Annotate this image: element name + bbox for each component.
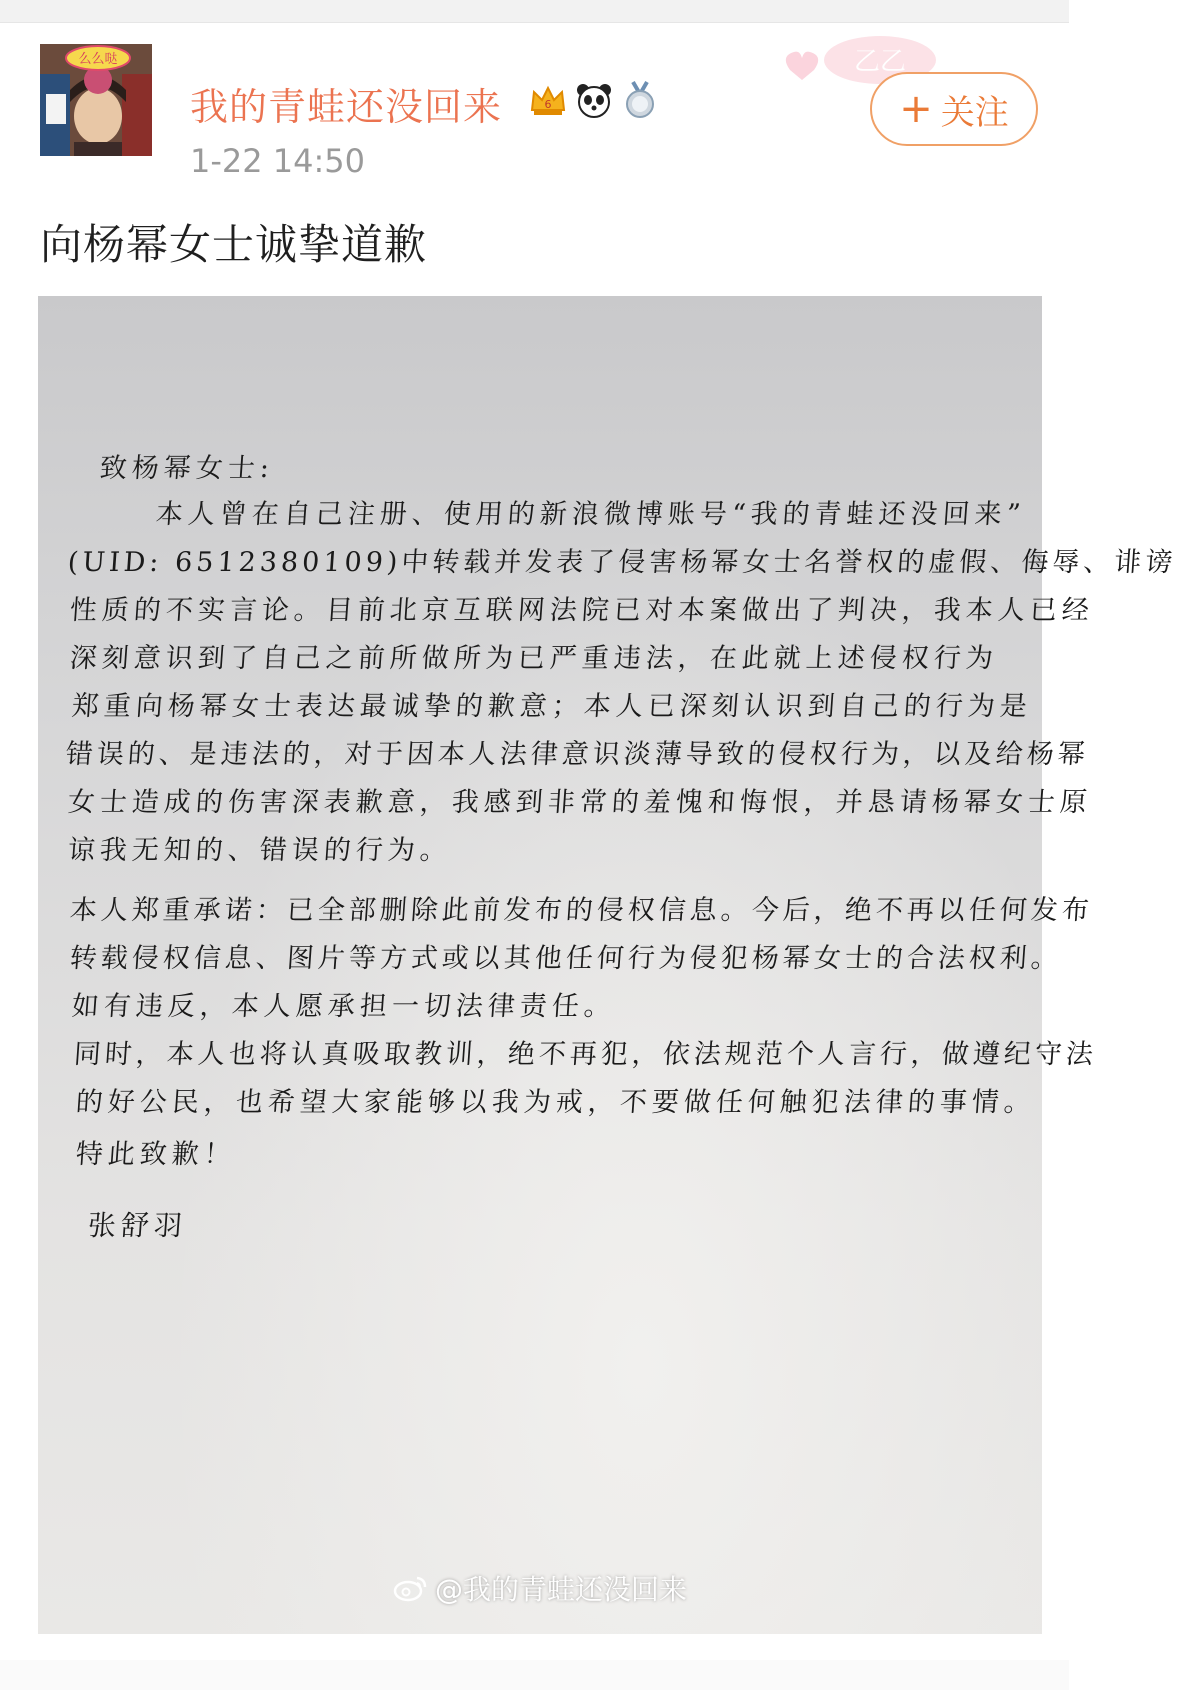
letter-greeting: 致杨幂女士: — [98, 453, 275, 484]
letter-line: 的好公民，也希望大家能够以我为戒，不要做任何触犯法律的事情。 — [74, 1087, 1037, 1118]
letter-line: 本人曾在自己注册、使用的新浪微博账号“我的青蛙还没回来” — [154, 499, 1027, 530]
follow-label: 关注 — [940, 92, 1009, 133]
post-timestamp: 1-22 14:50 — [190, 142, 366, 180]
deco-stamp-text: 乙乙 — [853, 47, 907, 77]
avatar[interactable] — [40, 44, 152, 156]
letter-line: 谅我无知的、错误的行为。 — [66, 835, 453, 866]
image-watermark — [38, 1568, 1042, 1608]
top-status-strip — [0, 0, 1069, 23]
svg-text:6: 6 — [544, 98, 552, 111]
letter-line: 特此致歉！ — [74, 1139, 237, 1170]
username-link[interactable]: 我的青蛙还没回来 — [190, 85, 503, 129]
bottom-edge — [0, 1660, 1069, 1690]
letter-line: (UID: 6512380109)中转载并发表了侵害杨幂女士名誉权的虚假、侮辱、诽谤 — [66, 547, 1178, 578]
post-text: 向杨幂女士诚挚道歉 — [40, 220, 428, 269]
letter-line: 本人郑重承诺：已全部删除此前发布的侵权信息。今后，绝不再以任何发布 — [68, 895, 1094, 926]
handwritten-letter — [38, 296, 1178, 1634]
letter-line: 性质的不实言论。目前北京互联网法院已对本案做出了判决，我本人已经 — [68, 595, 1095, 626]
weibo-logo-icon — [393, 1573, 429, 1603]
follow-button[interactable] — [870, 72, 1038, 146]
medal-badge-icon[interactable] — [620, 80, 660, 120]
crown-badge-icon[interactable] — [528, 80, 568, 120]
letter-line: 同时，本人也将认真吸取教训，绝不再犯，依法规范个人言行，做遵纪守法 — [72, 1039, 1098, 1070]
plus-icon: + — [899, 86, 933, 132]
post-image[interactable] — [38, 296, 1178, 1634]
badge-row — [528, 78, 660, 122]
letter-signature: 张舒羽 — [86, 1209, 189, 1242]
watermark-text: @我的青蛙还没回来 — [434, 1573, 687, 1606]
letter-line: 如有违反，本人愿承担一切法律责任。 — [70, 991, 617, 1022]
letter-line: 深刻意识到了自己之前所做所为已严重违法，在此就上述侵权行为 — [68, 643, 999, 674]
panda-badge-icon[interactable] — [574, 80, 614, 120]
avatar-sticker-text: 么么哒 — [78, 52, 118, 67]
letter-line: 错误的、是违法的，对于因本人法律意识淡薄导致的侵权行为，以及给杨幂 — [64, 739, 1090, 770]
letter-line: 郑重向杨幂女士表达最诚挚的歉意；本人已深刻认识到自己的行为是 — [70, 691, 1033, 722]
letter-line: 女士造成的伤害深表歉意，我感到非常的羞愧和悔恨，并恳请杨幂女士原 — [66, 787, 1093, 818]
letter-line: 转载侵权信息、图片等方式或以其他任何行为侵犯杨幂女士的合法权利。 — [68, 943, 1063, 974]
